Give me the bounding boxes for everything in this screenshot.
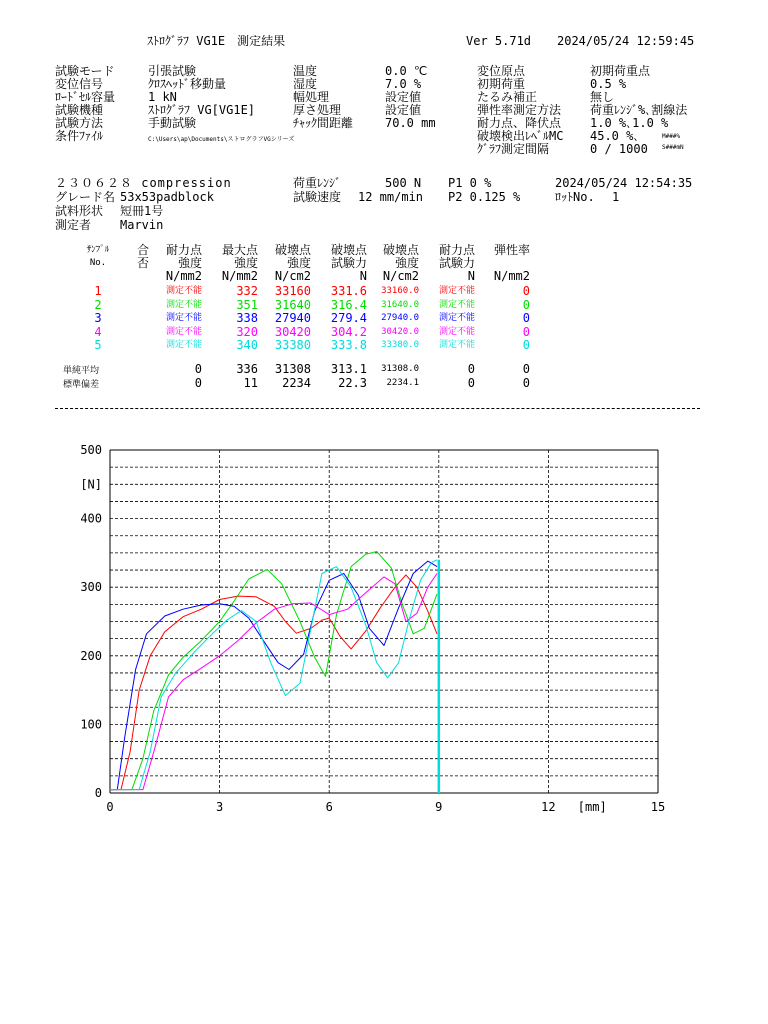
table-row-4-yield: 測定不能 — [165, 340, 202, 350]
table-header-6-2: N/cm2 — [382, 269, 419, 283]
sample-datetime: 2024/05/24 12:54:35 — [555, 176, 693, 190]
load-range-value: 500 N — [385, 176, 422, 190]
x-axis-label: [mm] — [577, 800, 607, 814]
shape-label: 試料形状 — [55, 204, 104, 218]
sample-name: ２３０６２８ compression — [55, 176, 232, 190]
stats-1-brk: 2234 — [282, 375, 311, 390]
stats-label-0: 単純平均 — [63, 366, 100, 376]
cond-col2-label-3: 厚さ処理 — [293, 103, 342, 117]
table-row-3-brkforce: 304.2 — [330, 324, 367, 339]
series-line-3 — [110, 561, 437, 790]
cond-col3-label-6: ｸﾞﾗﾌ測定間隔 — [477, 142, 550, 156]
table-row-3-brk2: 30420.0 — [381, 326, 419, 337]
cond-col1-label-4: 試験方法 — [55, 116, 104, 130]
cond-col2-label-1: 湿度 — [293, 77, 318, 91]
cond-col3-value-2: 無し — [590, 90, 615, 104]
table-row-3-yforce: 測定不能 — [438, 326, 475, 337]
table-row-0-brk2: 33160.0 — [381, 286, 419, 296]
table-row-0-mod: 0 — [522, 284, 530, 298]
operator-label: 測定者 — [55, 218, 92, 232]
cond-col2-value-1: 7.0 % — [385, 77, 422, 91]
cond-col1-label-3: 試験機種 — [55, 103, 104, 117]
p1-value: P1 0 % — [448, 176, 492, 190]
stats-0-brkforce: 313.1 — [330, 362, 367, 376]
load-range-label: 荷重ﾚﾝｼﾞ — [293, 176, 342, 190]
table-row-4-no: 5 — [94, 338, 102, 352]
x-tick-label: 12 — [541, 800, 556, 814]
table-row-0-yforce: 測定不能 — [438, 286, 475, 296]
y-tick-label: 500 — [80, 443, 102, 457]
x-tick-label: 0 — [106, 800, 114, 814]
table-header-2-2: N/mm2 — [165, 269, 202, 283]
table-header-7-2: N — [467, 269, 475, 283]
operator-value: Marvin — [120, 218, 164, 232]
units-bottom: S###mN — [662, 144, 684, 151]
cond-col3-label-3: 弾性率測定方法 — [477, 103, 562, 117]
table-row-3-brk: 30420 — [274, 324, 311, 339]
cond-col1-label-0: 試験モード — [55, 64, 115, 78]
cond-col1-value-1: ｸﾛｽﾍｯﾄﾞ移動量 — [148, 77, 227, 91]
cond-col2-label-4: ﾁｬｯｸ間距離 — [293, 116, 354, 130]
table-row-4-brkforce: 333.8 — [330, 338, 367, 352]
table-header-4-2: N/cm2 — [274, 269, 311, 283]
x-tick-label: 3 — [215, 800, 224, 814]
table-header-2-1: 強度 — [177, 256, 202, 270]
table-header-7-0: 耐力点 — [438, 243, 475, 257]
stats-0-brk: 31308 — [274, 362, 311, 376]
table-row-1-brk: 31640 — [274, 297, 311, 312]
cond-col1-value-3: ｽﾄﾛｸﾞﾗﾌ VG[VG1E] — [148, 103, 256, 117]
stats-0-max: 336 — [236, 362, 258, 376]
table-header-1-1: 否 — [136, 256, 149, 270]
y-tick-label: 400 — [80, 511, 102, 526]
series-line-1 — [110, 575, 437, 790]
load-displacement-chart — [0, 430, 768, 830]
cond-col3-value-4: 1.0 %､1.0 % — [590, 116, 669, 130]
cond-col1-value-5: C:\Users\ap\Documents\ストログラフVGシリーズ — [148, 136, 295, 143]
table-row-2-brkforce: 279.4 — [330, 311, 367, 325]
table-row-4-brk: 33380 — [274, 338, 311, 352]
speed-value: 12 mm/min — [358, 190, 424, 204]
speed-label: 試験速度 — [293, 190, 342, 204]
x-tick-label: 9 — [435, 800, 443, 814]
units-top: M###% — [662, 133, 681, 140]
table-row-2-mod: 0 — [522, 311, 530, 325]
cond-col1-label-1: 変位信号 — [55, 77, 104, 91]
cond-col3-label-2: たるみ補正 — [477, 90, 538, 104]
shape-value: 短冊1号 — [120, 204, 164, 218]
table-row-3-max: 320 — [236, 324, 258, 339]
table-row-1-brkforce: 316.4 — [330, 297, 367, 312]
y-tick-label: 0 — [94, 786, 102, 800]
table-row-4-yforce: 測定不能 — [438, 340, 475, 350]
table-row-1-no: 2 — [94, 297, 102, 312]
table-row-1-max: 351 — [236, 297, 258, 312]
cond-col1-label-5: 条件ﾌｧｲﾙ — [55, 129, 104, 143]
table-header-3-1: 強度 — [233, 256, 258, 270]
cond-col3-value-0: 初期荷重点 — [590, 64, 651, 78]
cond-col1-value-0: 引張試験 — [148, 64, 197, 78]
cond-col3-value-3: 荷重ﾚﾝｼﾞ%､割線法 — [590, 103, 688, 117]
table-header-4-1: 強度 — [286, 256, 311, 270]
cond-col3-value-6: 0 / 1000 — [590, 142, 648, 156]
stats-1-max: 11 — [243, 375, 258, 390]
stats-1-brk2: 2234.1 — [386, 377, 419, 388]
table-row-1-mod: 0 — [522, 297, 530, 312]
table-row-2-brk2: 27940.0 — [381, 313, 419, 323]
table-header-5-1: 試験力 — [330, 256, 367, 270]
table-row-2-brk: 27940 — [274, 311, 311, 325]
stats-0-brk2: 31308.0 — [381, 364, 419, 374]
p2-value: P2 0.125 % — [448, 190, 521, 204]
cond-col2-label-0: 温度 — [293, 64, 318, 78]
cond-col2-value-2: 設定値 — [385, 90, 422, 104]
cond-col2-value-3: 設定値 — [385, 103, 422, 117]
lot-label: ﾛｯﾄNo. — [555, 190, 595, 204]
table-row-3-yield: 測定不能 — [165, 326, 202, 337]
y-axis-label: [N] — [80, 477, 102, 492]
grade-value: 53x53padblock — [120, 190, 214, 204]
cond-col2-value-0: 0.0 ℃ — [385, 64, 428, 78]
table-header-8-2: N/mm2 — [493, 269, 530, 283]
table-header-5-2: N — [359, 269, 367, 283]
cond-col3-label-1: 初期荷重 — [477, 77, 526, 91]
table-row-3-no: 4 — [94, 324, 102, 339]
lot-value: 1 — [612, 190, 620, 204]
cond-col1-label-2: ﾛｰﾄﾞｾﾙ容量 — [55, 90, 116, 104]
cond-col1-value-2: 1 kN — [148, 90, 177, 104]
cond-col3-value-1: 0.5 % — [590, 77, 627, 91]
table-header-4-0: 破壊点 — [274, 243, 311, 257]
table-header-3-2: N/mm2 — [221, 269, 258, 283]
stats-0-yforce: 0 — [467, 362, 475, 376]
x-tick-label: 6 — [325, 800, 333, 814]
series-line-5 — [110, 560, 437, 790]
table-header-1-0: 合 — [136, 243, 149, 257]
table-row-4-brk2: 33380.0 — [381, 340, 419, 350]
table-row-4-max: 340 — [236, 338, 258, 352]
cond-col2-label-2: 幅処理 — [293, 90, 330, 104]
table-row-0-no: 1 — [94, 284, 102, 298]
table-row-1-yield: 測定不能 — [165, 299, 202, 310]
stats-1-yield: 0 — [194, 375, 202, 390]
stats-1-mod: 0 — [522, 375, 530, 390]
table-row-4-mod: 0 — [522, 338, 530, 352]
cond-col3-label-4: 耐力点、降伏点 — [477, 116, 562, 130]
table-row-2-yforce: 測定不能 — [438, 313, 475, 323]
table-header-6-1: 強度 — [394, 256, 419, 270]
table-row-0-brkforce: 331.6 — [330, 284, 367, 298]
table-header-2-0: 耐力点 — [165, 243, 202, 257]
cond-col2-value-4: 70.0 mm — [385, 116, 436, 130]
table-row-3-mod: 0 — [522, 324, 530, 339]
y-tick-label: 300 — [80, 580, 102, 595]
cond-col3-label-5: 破壊検出ﾚﾍﾞﾙMC — [477, 129, 564, 143]
stats-0-mod: 0 — [522, 362, 530, 376]
stats-1-brkforce: 22.3 — [338, 375, 367, 390]
table-row-2-max: 338 — [236, 311, 258, 325]
table-row-1-yforce: 測定不能 — [438, 299, 475, 310]
table-header-7-1: 試験力 — [438, 256, 475, 270]
cond-col3-value-5: 45.0 %､ — [590, 129, 640, 143]
cond-col3-label-0: 変位原点 — [477, 64, 526, 78]
grade-label: グレード名 — [55, 190, 116, 204]
table-header-5-0: 破壊点 — [330, 243, 367, 257]
table-row-1-brk2: 31640.0 — [381, 299, 419, 310]
table-header-6-0: 破壊点 — [382, 243, 419, 257]
cond-col1-value-4: 手動試験 — [148, 116, 197, 130]
y-tick-label: 200 — [80, 648, 102, 663]
stats-label-1: 標準偏差 — [63, 379, 100, 390]
version-label: Ver 5.71d — [466, 34, 532, 48]
table-header-0-0: ｻﾝﾌﾟﾙ — [86, 245, 110, 255]
table-row-2-yield: 測定不能 — [165, 313, 202, 323]
table-header-8-0: 弾性率 — [493, 243, 530, 257]
stats-1-yforce: 0 — [467, 375, 475, 390]
table-header-3-0: 最大点 — [221, 243, 258, 257]
y-tick-label: 100 — [80, 717, 102, 732]
table-row-0-yield: 測定不能 — [165, 286, 202, 296]
stats-0-yield: 0 — [194, 362, 202, 376]
x-tick-label: 15 — [650, 800, 666, 814]
table-row-0-brk: 33160 — [274, 284, 311, 298]
report-title: ｽﾄﾛｸﾞﾗﾌ VG1E 測定結果 — [147, 34, 286, 48]
separator-line — [55, 408, 700, 409]
report-datetime: 2024/05/24 12:59:45 — [557, 34, 695, 48]
table-row-2-no: 3 — [94, 311, 102, 325]
table-header-0-1: No. — [89, 258, 107, 268]
table-row-0-max: 332 — [236, 284, 258, 298]
